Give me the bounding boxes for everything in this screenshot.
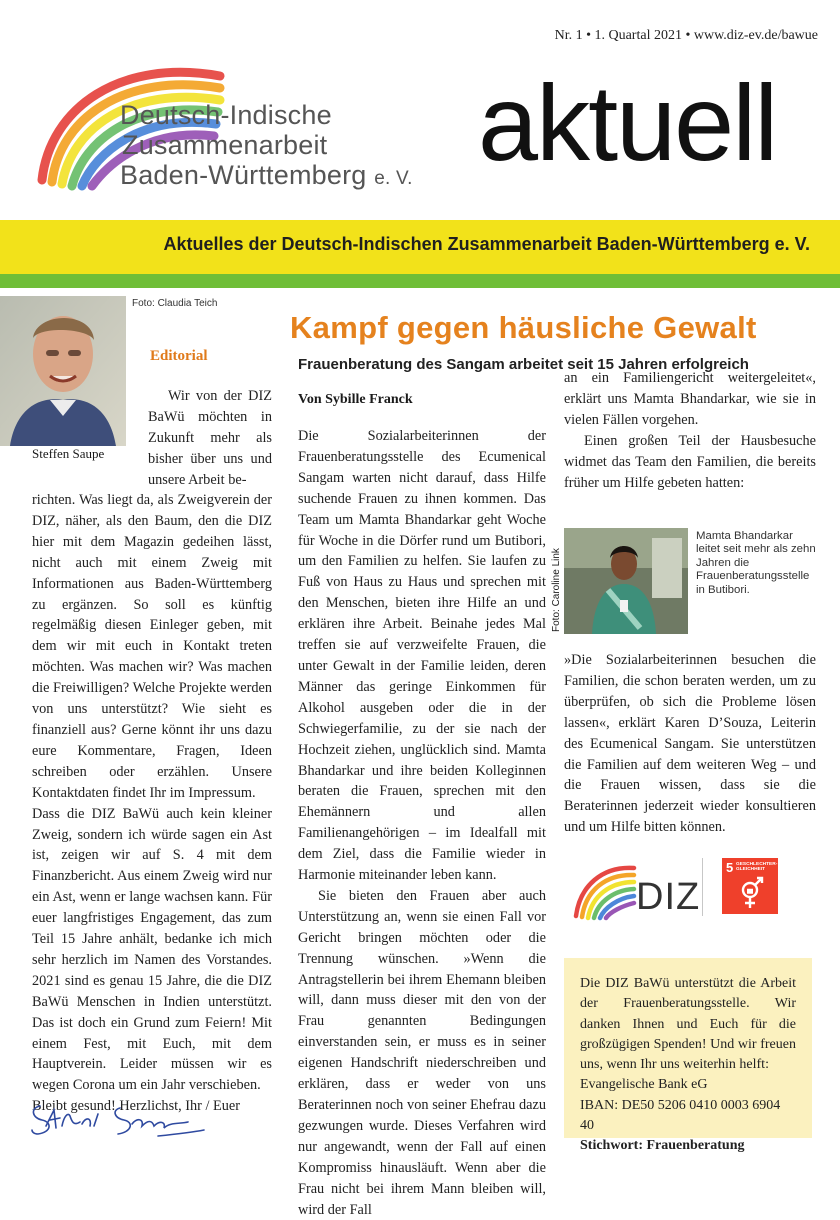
- editorial-heading: Editorial: [150, 348, 208, 364]
- article-column-1: [298, 426, 546, 1220]
- editorial-intro-text: Wir von der DIZ BaWü möchten in Zukunft mehr als bisher über uns und unsere Arbeit be-: [148, 388, 272, 488]
- portrait-photo: [0, 296, 126, 446]
- logo-divider: [702, 858, 703, 916]
- donation-bank: Evangelische Bank eG: [580, 1077, 708, 1093]
- mamta-photo: [564, 528, 688, 634]
- article-column-2: [564, 368, 816, 493]
- donation-keyword: Stichwort: Frauenberatung: [580, 1138, 745, 1154]
- org-line-1: Deutsch-Indische: [120, 100, 332, 130]
- article-c2-paragraph-2: Einen großen Teil der Hausbesuche widmet das Team den Familien, die bereits früher um Hilfe gebeten hatten:: [564, 432, 816, 491]
- sdg-number: 5: [726, 860, 734, 875]
- diz-logo-text: DIZ: [636, 876, 701, 918]
- org-suffix: e. V.: [374, 168, 413, 189]
- article-column-2-continued: [564, 650, 816, 838]
- photo-credit-link: Foto: Caroline Link: [551, 548, 562, 632]
- donation-text: [580, 974, 796, 1157]
- editorial-paragraph-1: richten. Was liegt da, als Zweigverein der DIZ, näher, als den Baum, den die DIZ hier mit dem Magazin gedeihen lässt, nicht auch mit einem Zweig mit Informationen aus Baden-Württemberg zu ergänzen. So soll es künftig regelmäßig diesen Einleger geben, mit dem wir mit euch in Kontakt treten möchten. Was machen wir? Was machen die Freiwilligen? Welche Projekte werden von uns unterstützt? Wie sieht es finanziell aus? Gerne könnt ihr uns dazu eure Kommentare, Fragen, Ideen schreiben oder erzählen. Unsere Kontaktdaten findet Ihr im Impressum.: [32, 492, 272, 801]
- sdg-label: GESCHLECHTER-GLEICHHEIT: [736, 862, 778, 873]
- editorial-body: [32, 490, 272, 1117]
- org-line-3: Baden-Württemberg: [120, 160, 367, 190]
- editorial-closing: Bleibt gesund! Herzlichst, Ihr / Euer: [32, 1098, 241, 1115]
- article-subtitle: Frauenberatung des Sangam arbeitet seit 15 Jahren erfolgreich: [298, 356, 749, 373]
- article-c1-paragraph-2: Sie bieten den Frauen aber auch Unterstützung an, wenn sie einen Fall vor Gericht bringen möchten oder die Trennung wünschen. »Wenn die Antragstellerin bei ihrem Ehemann bleiben will, dann muss dieser mit den von der Frau genannten Bedingungen einverstanden sein, er muss es in seiner eigenen Handschrift niederschreiben und erklären, dass er weder von uns Beraterinnen noch von seiner Ehefrau dazu gezwungen wurde. Dieses Verfahren wird nur angewandt, wenn der Fall auf einen Kompromiss hinausläuft. Wenn aber die Frau nicht bei ihrem Mann bleiben will, wird der Fall: [298, 887, 546, 1218]
- org-line-2: Zusammenarbeit: [122, 130, 328, 160]
- green-band: [0, 274, 840, 288]
- photo-credit-teich: Foto: Claudia Teich: [132, 298, 218, 309]
- article-c2-paragraph-3: »Die Sozialarbeiterinnen besuchen die Familien, die schon beraten werden, um zu überprüfen, ob sich die Probleme lösen lassen«, erklärt Karen D’Souza, Leiterin des Ecumenical Sangam. Sie unterstützen die Familien auf dem weiteren Weg – und die Frauen wissen, dass sie die Beraterinnen jederzeit wieder konsultieren und um Hilfe bitten können.: [564, 652, 816, 836]
- photo-caption-mamta: Mamta Bhandarkar leitet seit mehr als zehn Jahren die Frauenberatungsstelle in Butibori.: [696, 530, 816, 596]
- article-c2-paragraph-1: an ein Familiengericht weitergeleitet«, erklärt uns Mamta Bhandarkar, wie sie in vielen Fällen vorgehen.: [564, 370, 816, 428]
- donation-iban: IBAN: DE50 5206 0410 0003 6904 40: [580, 1097, 781, 1134]
- article-byline: Von Sybille Franck: [298, 392, 413, 407]
- gender-equality-icon: [736, 876, 766, 910]
- sdg-5-badge: [722, 858, 778, 914]
- org-name: [120, 100, 413, 194]
- donation-message: Die DIZ BaWü unterstützt die Arbeit der Frauenberatungsstelle. Wir danken Ihnen und Euch für die großzügigen Spenden! Und wir freuen uns, wenn Ihr uns weiterhin helft:: [580, 976, 796, 1073]
- issue-line: Nr. 1 • 1. Quartal 2021 • www.diz-ev.de/bawue: [554, 28, 818, 43]
- photo-caption-saupe: Steffen Saupe: [32, 446, 105, 461]
- article-title: Kampf gegen häusliche Gewalt: [290, 310, 757, 345]
- editorial-paragraph-2: Dass die DIZ BaWü auch kein kleiner Zweig, sondern ich würde sagen ein Ast ist, zeigen wir auf S. 4 mit dem Finanzbericht. Aus einem Zweig wird nur ein Ast, wenn er lange wachsen kann. Für euer langfristiges Engagement, das zum Teil 15 Jahre anhält, bedanke ich mich sehr herzlich im Namen des Vorstandes. 2021 sind es genau 15 Jahre, die die DIZ BaWü Menschen in Indien unterstützt. Das ist doch ein Grund zum Feiern! Mit einem Fest, mit Euch, mit dem Hauptverein. Leider müssen wir es wegen Corona um ein Jahr verschieben.: [32, 805, 272, 1094]
- editorial-intro: [148, 386, 272, 491]
- brand-title: aktuell: [478, 62, 777, 183]
- tagline: Aktuelles der Deutsch-Indischen Zusammenarbeit Baden-Württemberg e. V.: [163, 234, 810, 254]
- article-c1-paragraph-1: Die Sozialarbeiterinnen der Frauenberatungsstelle des Ecumenical Sangam warten nicht darauf, dass Hilfe suchende Frauen zu ihnen kommen. Das Team um Mamta Bhandarkar geht Woche für Woche in die Dörfer rund um Butibori, um den Familien zu helfen. Sie laufen zu Fuß von Haus zu Haus und sprechen mit den Menschen, bieten ihre Hilfe an und erklären ihre Arbeit. Beinahe jedes Mal treffen sie auf verzweifelte Frauen, die unter Gewalt in der Familie leiden, deren Männer das geringe Einkommen für Alkohol ausgeben oder die in der Schwiegerfamilie, zu der sie nach der Hochzeit ziehen, unglücklich sind. Mamta Bhandarkar und ihre beiden Kolleginnen beraten die Frauen, sprechen mit den Ehemännern und allen Familienangehörigen – im Idealfall mit dem Ziel, dass die Familie wieder in Harmonie miteinander leben kann.: [298, 428, 546, 884]
- signature-icon: [28, 1096, 208, 1140]
